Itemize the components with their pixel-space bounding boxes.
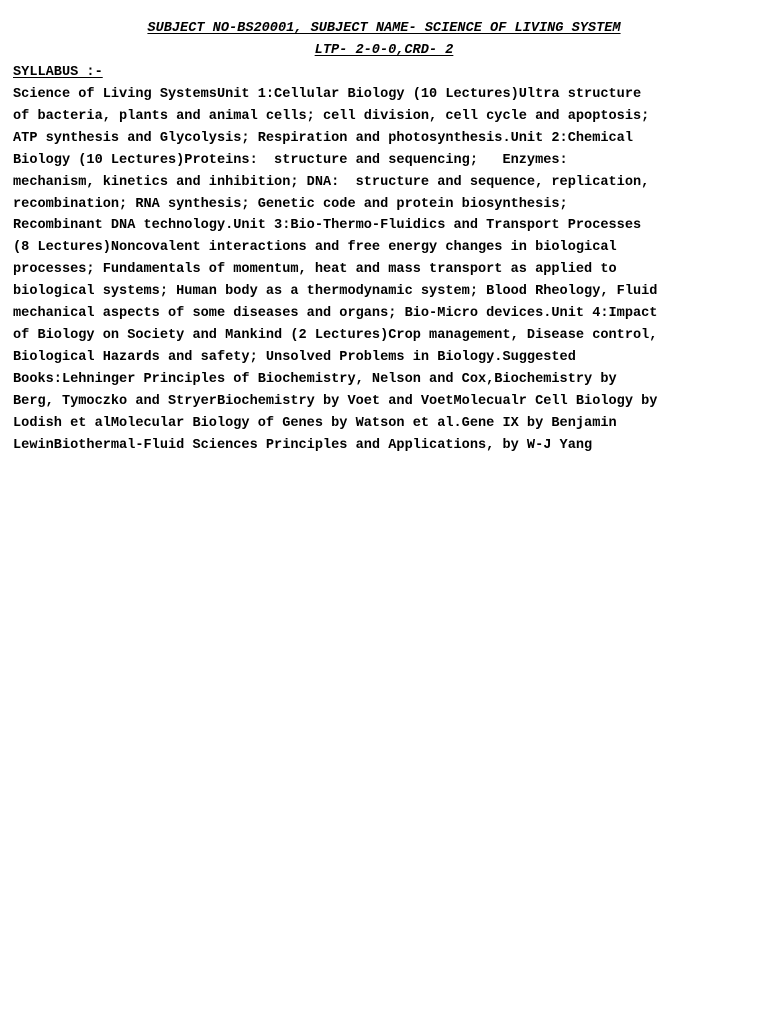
- ltp-credit-line: [13, 40, 755, 62]
- syllabus-line: Berg, Tymoczko and StryerBiochemistry by Voet and VoetMolecualr Cell Biology by: [13, 393, 658, 409]
- syllabus-heading: [13, 62, 755, 84]
- syllabus-line: Biological Hazards and safety; Unsolved Problems in Biology.Suggested: [13, 349, 576, 365]
- syllabus-line: Lodish et alMolecular Biology of Genes by Watson et al.Gene IX by Benjamin: [13, 415, 617, 431]
- syllabus-line: processes; Fundamentals of momentum, heat and mass transport as applied to: [13, 262, 617, 278]
- syllabus-line: Books:Lehninger Principles of Biochemistry, Nelson and Cox,Biochemistry by: [13, 371, 617, 387]
- syllabus-line: biological systems; Human body as a thermodynamic system; Blood Rheology, Fluid: [13, 284, 658, 300]
- syllabus-body: [13, 84, 755, 456]
- syllabus-line: recombination; RNA synthesis; Genetic code and protein biosynthesis;: [13, 196, 568, 212]
- syllabus-line: of Biology on Society and Mankind (2 Lectures)Crop management, Disease control,: [13, 327, 658, 343]
- syllabus-line: LewinBiothermal-Fluid Sciences Principles and Applications, by W-J Yang: [13, 437, 593, 453]
- subject-title-line: [13, 18, 755, 40]
- subject-title: SUBJECT NO-BS20001, SUBJECT NAME- SCIENCE OF LIVING SYSTEM: [147, 21, 621, 36]
- syllabus-line: (8 Lectures)Noncovalent interactions and free energy changes in biological: [13, 240, 617, 256]
- syllabus-line: ATP synthesis and Glycolysis; Respiration and photosynthesis.Unit 2:Chemical: [13, 130, 633, 146]
- syllabus-line: Science of Living SystemsUnit 1:Cellular Biology (10 Lectures)Ultra structure: [13, 87, 642, 102]
- syllabus-label: SYLLABUS :-: [13, 65, 103, 80]
- document-page: [13, 18, 755, 456]
- syllabus-line: of bacteria, plants and animal cells; cell division, cell cycle and apoptosis;: [13, 108, 650, 124]
- ltp-credit: LTP- 2-0-0,CRD- 2: [314, 43, 454, 58]
- syllabus-line: Biology (10 Lectures)Proteins: structure and sequencing; Enzymes:: [13, 152, 568, 168]
- syllabus-line: Recombinant DNA technology.Unit 3:Bio-Thermo-Fluidics and Transport Processes: [13, 218, 642, 234]
- syllabus-line: mechanical aspects of some diseases and organs; Bio-Micro devices.Unit 4:Impact: [13, 306, 658, 322]
- syllabus-line: mechanism, kinetics and inhibition; DNA: structure and sequence, replication,: [13, 174, 650, 190]
